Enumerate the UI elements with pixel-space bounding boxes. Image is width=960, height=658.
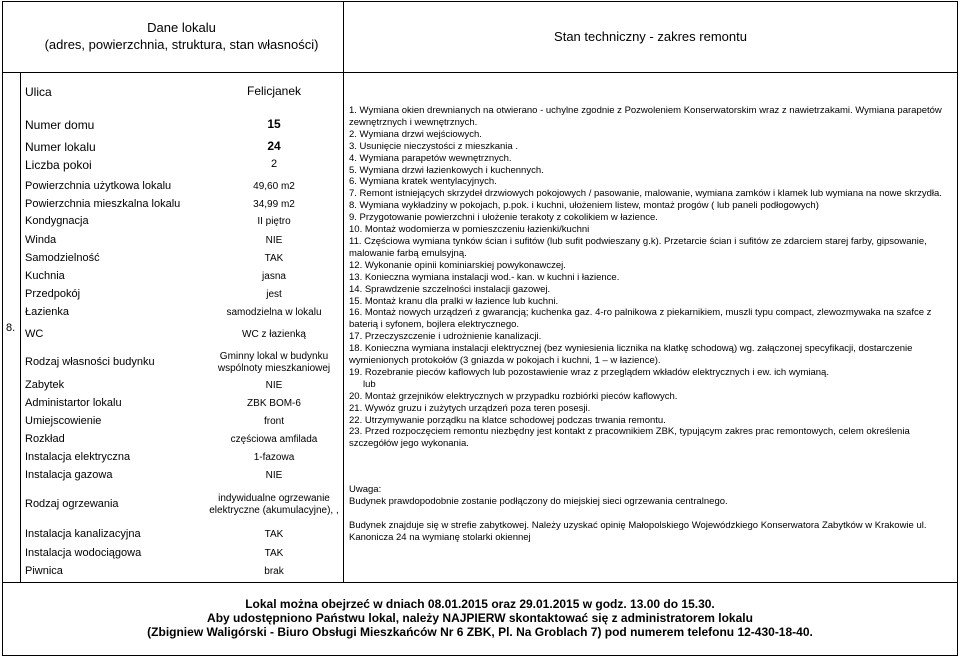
field-label: Powierzchnia mieszkalna lokalu	[25, 198, 181, 210]
list-item: 10. Montaż wodomierza w pomieszczeniu łazienki/kuchni	[349, 224, 590, 236]
list-item: 21. Wywóz gruzu i zużytych urządzeń poza teren posesji.	[349, 402, 591, 414]
field-label: Łazienka	[25, 306, 70, 318]
field-label: Instalacja wodociągowa	[25, 547, 142, 559]
list-item: 2. Wymiana drzwi wejściowych.	[349, 128, 482, 140]
field-label: Administartor lokalu	[25, 397, 122, 409]
list-item: 12. Wykonanie opinii kominiarskiej powykonawczej.	[349, 259, 566, 271]
field-value: 49,60 m2	[253, 181, 295, 192]
field-label: Winda	[25, 234, 57, 246]
field-label: Numer domu	[25, 118, 95, 132]
field-label: Powierzchnia użytkowa lokalu	[25, 180, 172, 192]
list-item: 11. Częściowa wymiana tynków ścian i sufitów (lub sufit podwieszany g.k). Przetarcie ścian i sufitów ze zdarciem starej farby, gipsowanie, malowanie farbą emulsyjną.	[349, 235, 927, 259]
divider-data-column	[343, 1, 344, 582]
field-label: Zabytek	[25, 379, 65, 391]
field-label: Piwnica	[25, 565, 63, 577]
field-label: Instalacja elektryczna	[25, 451, 131, 463]
list-item: 22. Utrzymywanie porządku na klatce schodowej podczas trwania remontu.	[349, 414, 666, 426]
field-value: 2	[270, 158, 278, 170]
field-value: 34,99 m2	[253, 199, 295, 210]
list-item: 20. Montaż grzejników elektrycznych w przypadku rozbiórki pieców kaflowych.	[349, 390, 678, 402]
field-label: Rozkład	[25, 433, 65, 445]
field-label: Kondygnacja	[25, 215, 89, 227]
header-subtitle: (adres, powierzchnia, struktura, stan własności)	[44, 37, 319, 52]
field-label: Ulica	[25, 85, 52, 99]
field-value: TAK	[264, 548, 284, 559]
list-item: 13. Konieczna wymiana instalacji wod.- kan. w kuchni i łazience.	[349, 271, 620, 283]
field-label: Instalacja kanalizacyjna	[25, 528, 141, 540]
list-item: 4. Wymiana parapetów wewnętrznych.	[349, 152, 512, 164]
uwaga-label: Uwaga:	[349, 484, 382, 495]
works-list	[349, 105, 955, 450]
field-value: Felicjanek	[246, 84, 302, 98]
field-value: indywidualne ogrzewanie elektryczne (akumulacyjne), ,	[209, 493, 339, 516]
field-label: Przedpokój	[25, 288, 81, 300]
field-value: 24	[267, 139, 281, 153]
field-label: Instalacja gazowa	[25, 469, 113, 481]
field-value: ZBK BOM-6	[247, 398, 301, 409]
field-value: NIE	[265, 235, 283, 246]
list-item: 23. Przed rozpoczęciem remontu niezbędny jest kontakt z pracownikiem ZBK, typującym zakres prac remontowych, celem określenia szczegółów jego wykonania.	[349, 426, 910, 450]
field-value: TAK	[264, 529, 284, 540]
list-item: 6. Wymiana kratek wentylacyjnych.	[349, 176, 497, 188]
list-item: 8. Wymiana wykładziny w pokojach, p.pok. i kuchni, ułożeniem listew, montaż progów ( lub paneli podłogowych)	[349, 200, 819, 212]
footer-divider	[2, 582, 958, 583]
list-item: 17. Przeczyszczenie i udrożnienie kanalizacji.	[349, 331, 542, 343]
footer-line-2: Aby udostępniono Państwu lokal, należy NAJPIERW skontaktować się z administratorem lokalu	[207, 611, 753, 625]
field-value: TAK	[264, 253, 284, 264]
list-item: 15. Montaż kranu dla pralki w łazience lub kuchni.	[349, 295, 559, 307]
field-label: Rodzaj własności budynku	[25, 356, 155, 368]
row-number: 8.	[6, 322, 16, 334]
list-item: lub	[363, 378, 376, 390]
header-right: Stan techniczny - zakres remontu	[554, 29, 747, 44]
field-value: 15	[267, 117, 281, 131]
header-title: Dane lokalu	[147, 20, 216, 35]
zabytek-note: Budynek znajduje się w strefie zabytkowej. Należy uzyskać opinię Małopolskiego Wojewódzkiego Konserwatora Zabytków w Krakowie ul. Kanonicza 24 na wymianę stolarki okiennej	[349, 520, 927, 543]
field-label: Kuchnia	[25, 270, 65, 282]
header-divider	[2, 72, 958, 73]
footer-line-1: Lokal można obejrzeć w dniach 08.01.2015 oraz 29.01.2015 w godz. 13.00 do 15.30.	[245, 597, 715, 611]
field-label: Samodzielność	[25, 252, 100, 264]
list-item: 14. Sprawdzenie szczelności instalacji gazowej.	[349, 283, 551, 295]
uwaga-text: Budynek prawdopodobnie zostanie podłączony do miejskiej sieci ogrzewania centralnego.	[349, 496, 728, 507]
field-value: front	[263, 416, 284, 427]
footer-line-3: (Zbigniew Waligórski - Biuro Obsługi Mieszkańców Nr 6 ZBK, Pl. Na Groblach 7) pod numerem telefonu 12-430-18-40.	[147, 625, 813, 639]
field-value: samodzielna w lokalu	[226, 307, 322, 318]
notes-section	[349, 484, 955, 544]
list-item: 3. Usunięcie nieczystości z mieszkania .	[349, 140, 518, 152]
field-value: NIE	[265, 470, 283, 481]
field-value: częściowa amfilada	[230, 434, 318, 445]
field-label: Liczba pokoi	[25, 158, 92, 172]
list-item: 16. Montaż nowych urządzeń z gwarancją; kuchenka gaz. 4-ro palnikowa z piekarnikiem, muszli typu compact, zlewozmywaka na szafce z baterią i syfonem, bojlera elektrycznego.	[349, 307, 932, 331]
list-item: 18. Konieczna wymiana instalacji elektrycznej (bez wyniesienia licznika na klatkę schodową) wg. załączonej specyfikacji, dostarczenie wymienionych protokołów (3 gniazda w pokojach i kuchni, 1 – w łazience).	[349, 343, 913, 367]
list-item: 9. Przygotowanie powierzchni i ułożenie terakoty z cokolikiem w łazience.	[349, 212, 658, 224]
field-value: jasna	[262, 271, 286, 282]
list-item: 19. Rozebranie pieców kaflowych lub pozostawienie wraz z przeglądem wkładów elektrycznych i ew. ich wymianą.	[349, 366, 829, 378]
field-label: WC	[25, 328, 44, 340]
field-value: WC z łazienką	[242, 329, 306, 340]
field-label: Rodzaj ogrzewania	[25, 498, 119, 510]
list-item: 7. Remont istniejących skrzydeł drzwiowych pokojowych / pasowanie, malowanie, wymiana zamków i klamek lub wymiana na nowe skrzydła.	[349, 188, 942, 200]
list-item: 1. Wymiana okien drewnianych na otwierano - uchylne zgodnie z Pozwoleniem Konserwatorskim wraz z nawietrzakami. Wymiana parapetów zewnętrznych i wewnętrznych.	[349, 105, 942, 128]
field-label: Umiejscowienie	[25, 415, 102, 427]
field-label: Numer lokalu	[25, 140, 96, 154]
field-value: Gminny lokal w budynku wspólnoty mieszkaniowej	[217, 351, 331, 374]
list-item: 5. Wymiana drzwi łazienkowych i kuchennych.	[349, 164, 544, 176]
field-value: jest	[266, 289, 282, 300]
field-value: NIE	[265, 380, 283, 391]
field-value: 1-fazowa	[253, 452, 295, 463]
field-value: II piętro	[257, 216, 291, 227]
header-left	[20, 19, 343, 53]
field-value: brak	[264, 566, 284, 577]
divider-number-column	[20, 72, 21, 582]
